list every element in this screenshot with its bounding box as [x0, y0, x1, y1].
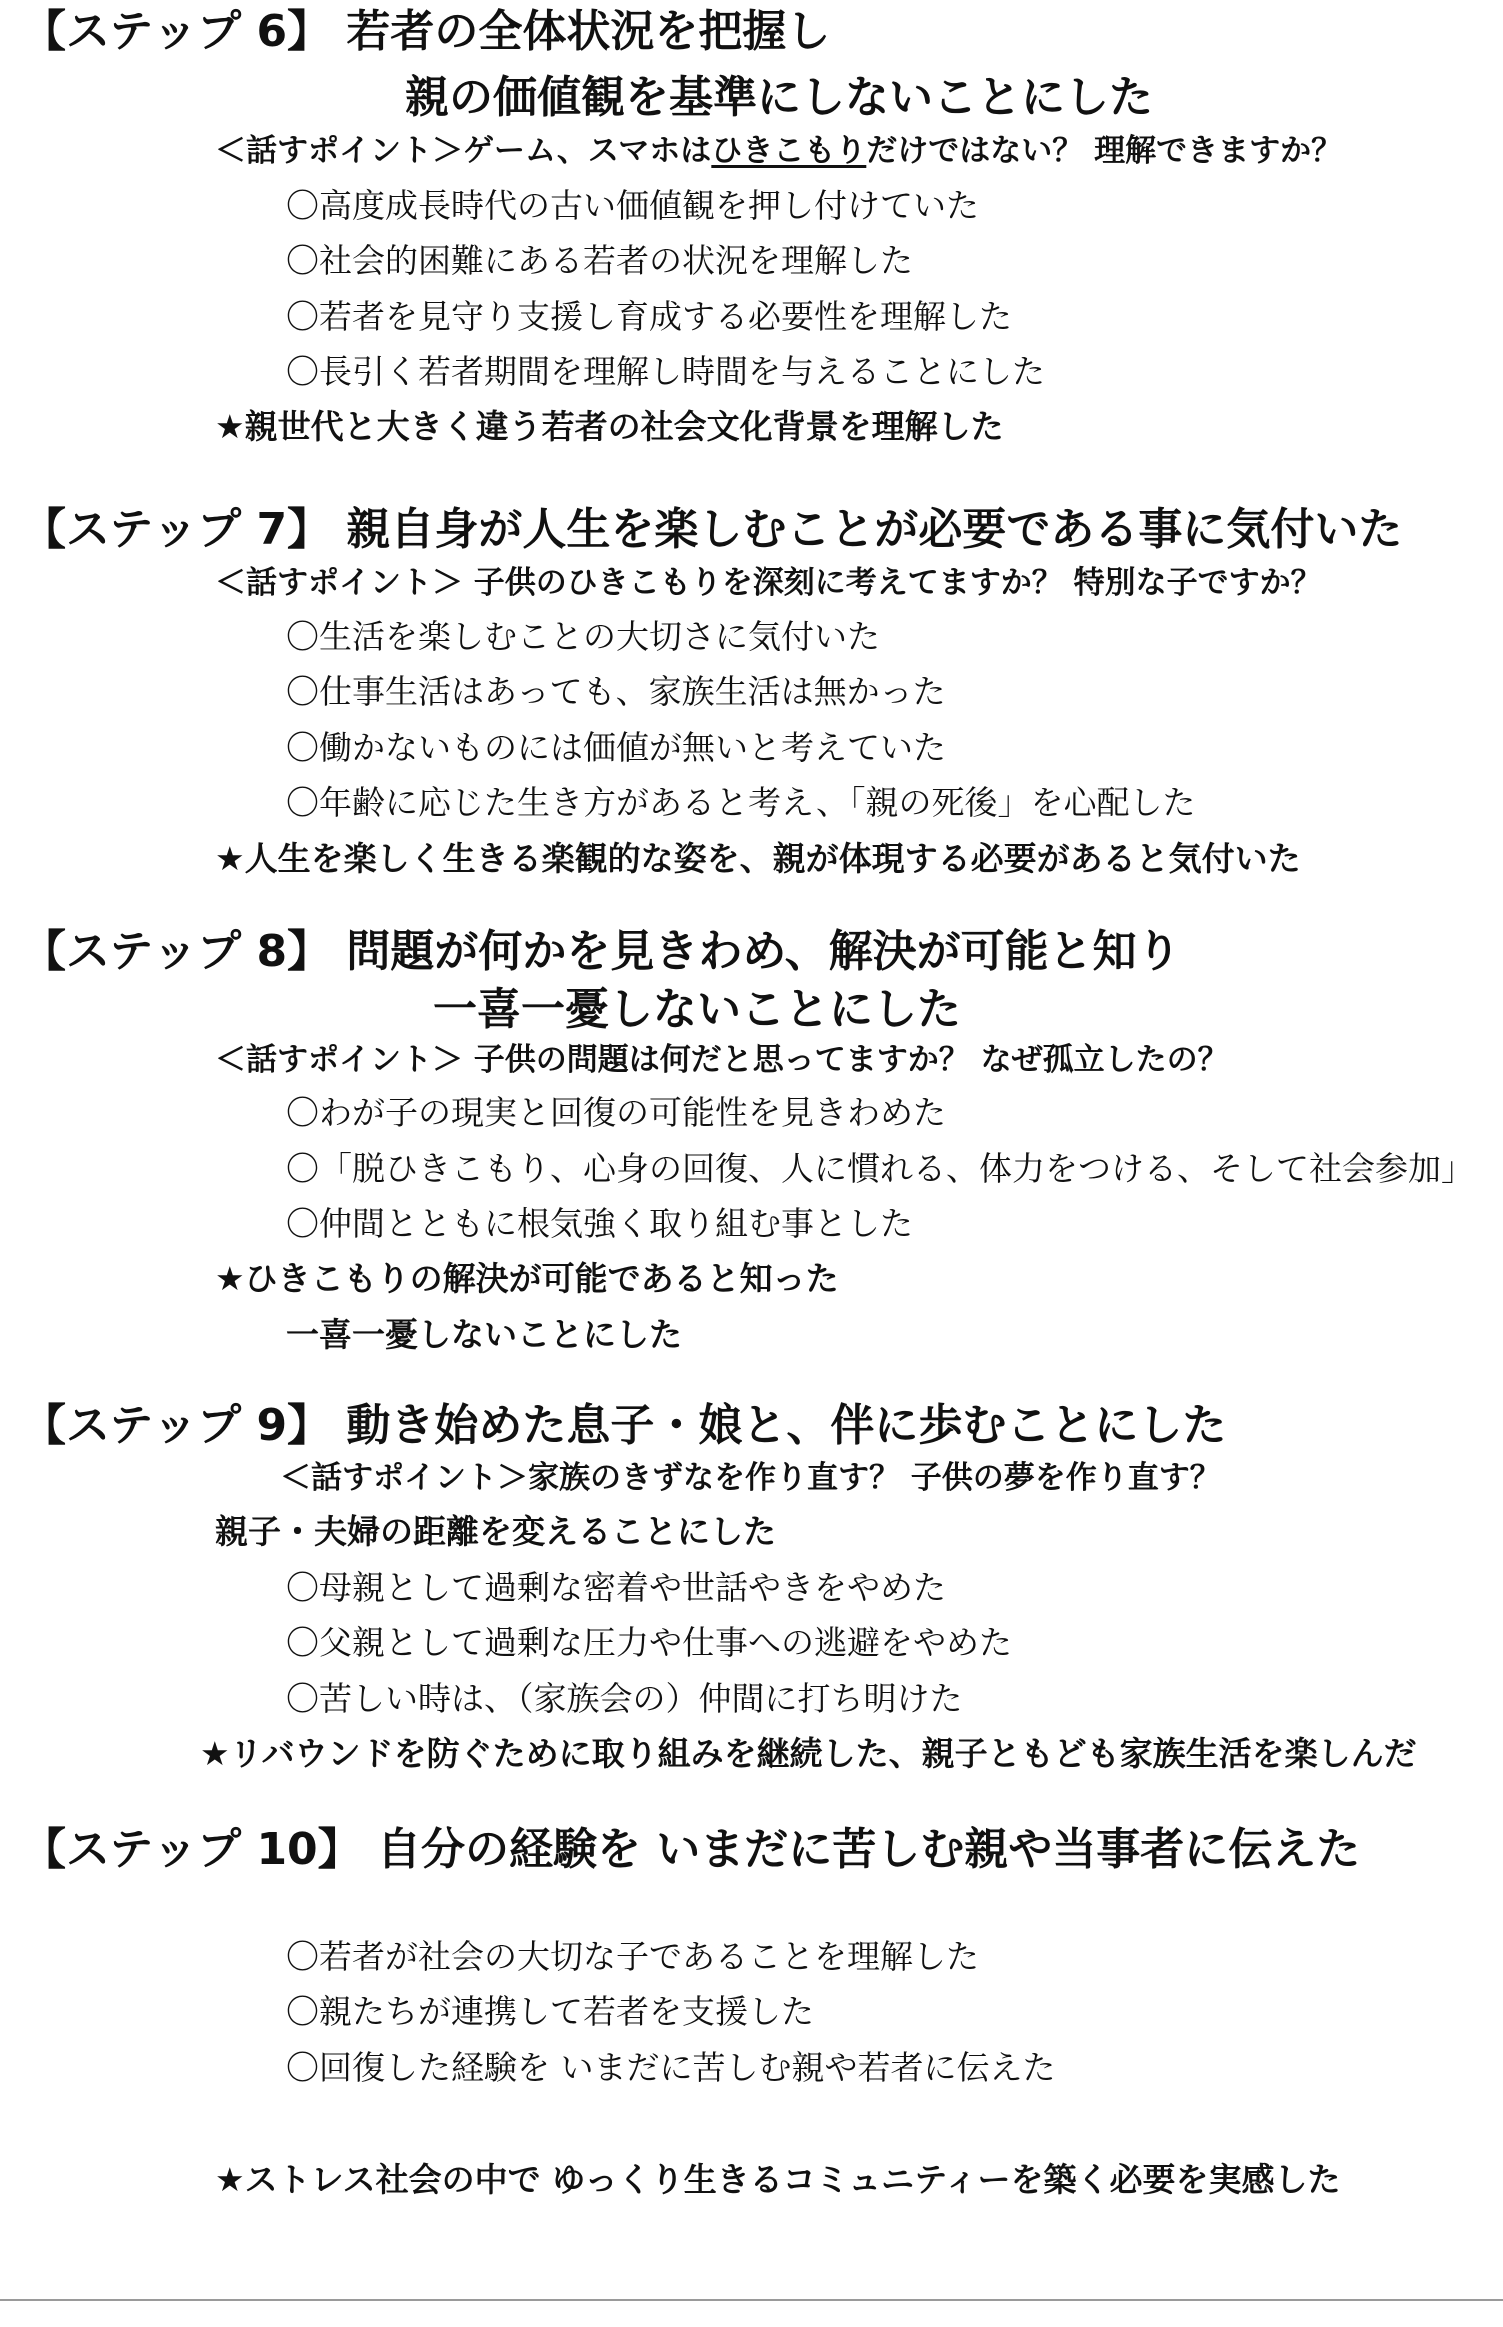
step9-subheading: 親子・夫婦の距離を変えることにした — [215, 1512, 776, 1551]
step7-heading: 【ステップ 7】 親自身が人生を楽しむことが必要である事に気付いた — [22, 504, 1403, 555]
step10-item: 〇若者が社会の大切な子であることを理解した — [286, 1937, 979, 1976]
step7-conclusion: ★人生を楽しく生きる楽観的な姿を、親が体現する必要があると気付いた — [215, 839, 1301, 878]
step9-heading: 【ステップ 9】 動き始めた息子・娘と、伴に歩むことにした — [22, 1400, 1227, 1451]
step8-conclusion-cont: 一喜一憂しないことにした — [286, 1315, 682, 1354]
step6-item: 〇長引く若者期間を理解し時間を与えることにした — [286, 352, 1045, 391]
step10-item: 〇回復した経験を いまだに苦しむ親や若者に伝えた — [286, 2048, 1056, 2087]
step10-item: 〇親たちが連携して若者を支援した — [286, 1992, 814, 2031]
step8-talk-point: ＜話すポイント＞ 子供の問題は何だと思ってますか？ なぜ孤立したの？ — [215, 1042, 1229, 1078]
step8-heading: 【ステップ 8】 問題が何かを見きわめ、解決が可能と知り — [22, 926, 1181, 977]
step10-heading: 【ステップ 10】 自分の経験を いまだに苦しむ親や当事者に伝えた — [22, 1824, 1361, 1875]
step8-heading-cont: 一喜一憂しないことにした — [433, 984, 961, 1035]
step8-item: 〇わが子の現実と回復の可能性を見きわめた — [286, 1093, 946, 1132]
step6-talk-point — [215, 133, 1343, 169]
step9-conclusion: ★リバウンドを防ぐために取り組みを継続した、親子ともども家族生活を楽しんだ — [200, 1734, 1417, 1773]
step7-item: 〇仕事生活はあっても、家族生活は無かった — [286, 672, 946, 711]
step8-conclusion: ★ひきこもりの解決が可能であると知った — [215, 1259, 839, 1298]
step6-point-prefix: ＜話すポイント＞ゲーム、スマホは — [215, 133, 712, 169]
step9-item: 〇母親として過剰な密着や世話やきをやめた — [286, 1568, 946, 1607]
step6-item: 〇社会的困難にある若者の状況を理解した — [286, 241, 913, 280]
bottom-divider — [0, 2299, 1503, 2301]
step7-talk-point: ＜話すポイント＞ 子供のひきこもりを深刻に考えてますか？ 特別な子ですか？ — [215, 565, 1322, 601]
step8-item: 〇「脱ひきこもり、心身の回復、人に慣れる、体力をつける、そして社会参加」 — [286, 1149, 1474, 1188]
step10-conclusion: ★ストレス社会の中で ゆっくり生きるコミュニティーを築く必要を実感した — [215, 2160, 1341, 2199]
step6-point-suffix: だけではない？ 理解できますか？ — [866, 133, 1343, 169]
step7-item: 〇働かないものには価値が無いと考えていた — [286, 728, 946, 767]
step7-item: 〇生活を楽しむことの大切さに気付いた — [286, 617, 880, 656]
step6-item: 〇高度成長時代の古い価値観を押し付けていた — [286, 186, 979, 225]
step6-item: 〇若者を見守り支援し育成する必要性を理解した — [286, 297, 1012, 336]
step6-point-underlined: ひきこもり — [711, 133, 867, 169]
step7-item: 〇年齢に応じた生き方があると考え、「親の死後」を心配した — [286, 783, 1196, 822]
step6-conclusion: ★親世代と大きく違う若者の社会文化背景を理解した — [215, 407, 1004, 446]
step6-heading-cont: 親の価値観を基準にしないことにした — [405, 72, 1153, 123]
step8-item: 〇仲間とともに根気強く取り組む事とした — [286, 1204, 913, 1243]
step9-item: 〇父親として過剰な圧力や仕事への逃避をやめた — [286, 1623, 1012, 1662]
step9-item: 〇苦しい時は、（家族会の）仲間に打ち明けた — [286, 1679, 963, 1718]
step9-talk-point: ＜話すポイント＞家族のきずなを作り直す？ 子供の夢を作り直す？ — [280, 1460, 1221, 1496]
step6-heading: 【ステップ 6】 若者の全体状況を把握し — [22, 6, 831, 57]
